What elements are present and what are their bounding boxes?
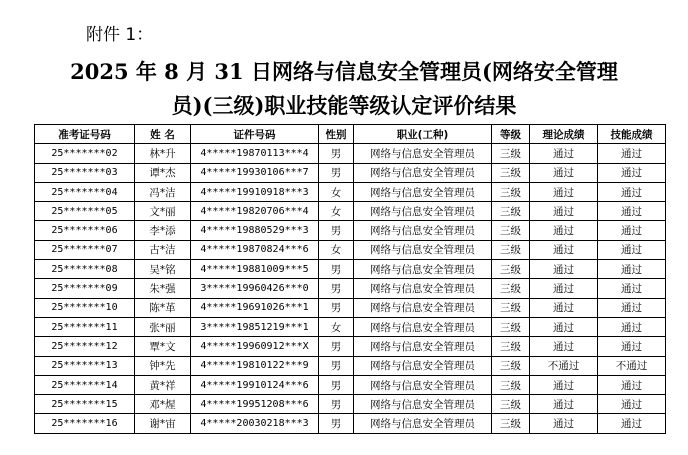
level-cell: 三级 [492, 221, 530, 240]
document-title-line-1: 2025 年 8 月 31 日网络与信息安全管理员(网络安全管理 [70, 59, 618, 84]
column-header: 证件号码 [191, 125, 319, 144]
gender-cell: 男 [319, 144, 354, 163]
exam-number-cell: 25*******04 [35, 182, 135, 201]
theory-score-cell: 通过 [530, 317, 598, 336]
document-title-line-2: 员)(三级)职业技能等级认定评价结果 [171, 93, 517, 118]
exam-number-cell: 25*******13 [35, 356, 135, 375]
id-number-cell: 3*****19960426***0 [191, 279, 319, 298]
name-cell: 陈*革 [135, 298, 191, 317]
table-row [35, 144, 666, 163]
occupation-cell: 网络与信息安全管理员 [354, 163, 492, 182]
gender-cell: 男 [319, 221, 354, 240]
theory-score-cell: 通过 [530, 260, 598, 279]
occupation-cell: 网络与信息安全管理员 [354, 298, 492, 317]
results-table-body [35, 144, 666, 433]
table-row [35, 279, 666, 298]
exam-number-cell: 25*******05 [35, 202, 135, 221]
column-header: 姓 名 [135, 125, 191, 144]
id-number-cell: 4*****19881009***5 [191, 260, 319, 279]
exam-number-cell: 25*******12 [35, 337, 135, 356]
skill-score-cell: 通过 [598, 317, 666, 336]
occupation-cell: 网络与信息安全管理员 [354, 260, 492, 279]
occupation-cell: 网络与信息安全管理员 [354, 414, 492, 433]
gender-cell: 女 [319, 182, 354, 201]
occupation-cell: 网络与信息安全管理员 [354, 202, 492, 221]
theory-score-cell: 不通过 [530, 356, 598, 375]
id-number-cell: 4*****19820706***4 [191, 202, 319, 221]
table-row [35, 260, 666, 279]
level-cell: 三级 [492, 395, 530, 414]
level-cell: 三级 [492, 163, 530, 182]
gender-cell: 男 [319, 356, 354, 375]
level-cell: 三级 [492, 375, 530, 394]
skill-score-cell: 通过 [598, 260, 666, 279]
gender-cell: 女 [319, 317, 354, 336]
occupation-cell: 网络与信息安全管理员 [354, 144, 492, 163]
exam-number-cell: 25*******08 [35, 260, 135, 279]
level-cell: 三级 [492, 240, 530, 259]
level-cell: 三级 [492, 337, 530, 356]
name-cell: 冯*洁 [135, 182, 191, 201]
theory-score-cell: 通过 [530, 279, 598, 298]
skill-score-cell: 通过 [598, 240, 666, 259]
table-row [35, 395, 666, 414]
level-cell: 三级 [492, 414, 530, 433]
name-cell: 谢*宙 [135, 414, 191, 433]
name-cell: 林*升 [135, 144, 191, 163]
gender-cell: 男 [319, 414, 354, 433]
name-cell: 钟*先 [135, 356, 191, 375]
gender-cell: 女 [319, 202, 354, 221]
column-header: 等级 [492, 125, 530, 144]
table-row [35, 317, 666, 336]
column-header: 职业(工种) [354, 125, 492, 144]
table-row [35, 414, 666, 433]
occupation-cell: 网络与信息安全管理员 [354, 375, 492, 394]
id-number-cell: 4*****19951208***6 [191, 395, 319, 414]
gender-cell: 男 [319, 395, 354, 414]
occupation-cell: 网络与信息安全管理员 [354, 240, 492, 259]
name-cell: 李*添 [135, 221, 191, 240]
level-cell: 三级 [492, 356, 530, 375]
id-number-cell: 4*****19880529***3 [191, 221, 319, 240]
id-number-cell: 4*****19910124***6 [191, 375, 319, 394]
level-cell: 三级 [492, 298, 530, 317]
name-cell: 吴*铭 [135, 260, 191, 279]
skill-score-cell: 通过 [598, 375, 666, 394]
level-cell: 三级 [492, 279, 530, 298]
results-table [34, 124, 666, 434]
table-row [35, 240, 666, 259]
occupation-cell: 网络与信息安全管理员 [354, 221, 492, 240]
name-cell: 古*洁 [135, 240, 191, 259]
skill-score-cell: 通过 [598, 395, 666, 414]
theory-score-cell: 通过 [530, 202, 598, 221]
id-number-cell: 4*****19910918***3 [191, 182, 319, 201]
exam-number-cell: 25*******11 [35, 317, 135, 336]
theory-score-cell: 通过 [530, 240, 598, 259]
level-cell: 三级 [492, 182, 530, 201]
theory-score-cell: 通过 [530, 414, 598, 433]
exam-number-cell: 25*******15 [35, 395, 135, 414]
skill-score-cell: 通过 [598, 144, 666, 163]
theory-score-cell: 通过 [530, 375, 598, 394]
table-row [35, 221, 666, 240]
exam-number-cell: 25*******14 [35, 375, 135, 394]
occupation-cell: 网络与信息安全管理员 [354, 317, 492, 336]
name-cell: 黄*祥 [135, 375, 191, 394]
name-cell: 文*丽 [135, 202, 191, 221]
exam-number-cell: 25*******07 [35, 240, 135, 259]
id-number-cell: 4*****19870113***4 [191, 144, 319, 163]
skill-score-cell: 通过 [598, 414, 666, 433]
level-cell: 三级 [492, 317, 530, 336]
skill-score-cell: 通过 [598, 163, 666, 182]
occupation-cell: 网络与信息安全管理员 [354, 337, 492, 356]
skill-score-cell: 通过 [598, 298, 666, 317]
exam-number-cell: 25*******16 [35, 414, 135, 433]
level-cell: 三级 [492, 202, 530, 221]
id-number-cell: 4*****19870824***6 [191, 240, 319, 259]
name-cell: 覃*文 [135, 337, 191, 356]
theory-score-cell: 通过 [530, 163, 598, 182]
name-cell: 张*丽 [135, 317, 191, 336]
theory-score-cell: 通过 [530, 221, 598, 240]
column-header: 准考证号码 [35, 125, 135, 144]
column-header: 技能成绩 [598, 125, 666, 144]
occupation-cell: 网络与信息安全管理员 [354, 395, 492, 414]
table-row [35, 298, 666, 317]
table-header-row [35, 125, 666, 144]
id-number-cell: 4*****19930106***7 [191, 163, 319, 182]
theory-score-cell: 通过 [530, 337, 598, 356]
column-header: 理论成绩 [530, 125, 598, 144]
table-row [35, 163, 666, 182]
name-cell: 朱*强 [135, 279, 191, 298]
table-row [35, 356, 666, 375]
exam-number-cell: 25*******03 [35, 163, 135, 182]
theory-score-cell: 通过 [530, 182, 598, 201]
theory-score-cell: 通过 [530, 298, 598, 317]
level-cell: 三级 [492, 144, 530, 163]
id-number-cell: 4*****19691026***1 [191, 298, 319, 317]
exam-number-cell: 25*******02 [35, 144, 135, 163]
table-row [35, 375, 666, 394]
skill-score-cell: 不通过 [598, 356, 666, 375]
gender-cell: 女 [319, 240, 354, 259]
id-number-cell: 4*****19960912***X [191, 337, 319, 356]
table-row [35, 182, 666, 201]
name-cell: 邓*煋 [135, 395, 191, 414]
id-number-cell: 4*****20030218***3 [191, 414, 319, 433]
level-cell: 三级 [492, 260, 530, 279]
gender-cell: 男 [319, 298, 354, 317]
attachment-label: 附件 1： [86, 25, 154, 45]
occupation-cell: 网络与信息安全管理员 [354, 356, 492, 375]
occupation-cell: 网络与信息安全管理员 [354, 279, 492, 298]
table-row [35, 202, 666, 221]
gender-cell: 男 [319, 260, 354, 279]
id-number-cell: 4*****19810122***9 [191, 356, 319, 375]
gender-cell: 男 [319, 163, 354, 182]
skill-score-cell: 通过 [598, 337, 666, 356]
gender-cell: 男 [319, 279, 354, 298]
table-row [35, 337, 666, 356]
exam-number-cell: 25*******10 [35, 298, 135, 317]
occupation-cell: 网络与信息安全管理员 [354, 182, 492, 201]
name-cell: 谭*杰 [135, 163, 191, 182]
theory-score-cell: 通过 [530, 144, 598, 163]
skill-score-cell: 通过 [598, 202, 666, 221]
skill-score-cell: 通过 [598, 182, 666, 201]
theory-score-cell: 通过 [530, 395, 598, 414]
exam-number-cell: 25*******09 [35, 279, 135, 298]
gender-cell: 男 [319, 375, 354, 394]
gender-cell: 男 [319, 337, 354, 356]
id-number-cell: 3*****19851219***1 [191, 317, 319, 336]
skill-score-cell: 通过 [598, 221, 666, 240]
skill-score-cell: 通过 [598, 279, 666, 298]
column-header: 性别 [319, 125, 354, 144]
exam-number-cell: 25*******06 [35, 221, 135, 240]
